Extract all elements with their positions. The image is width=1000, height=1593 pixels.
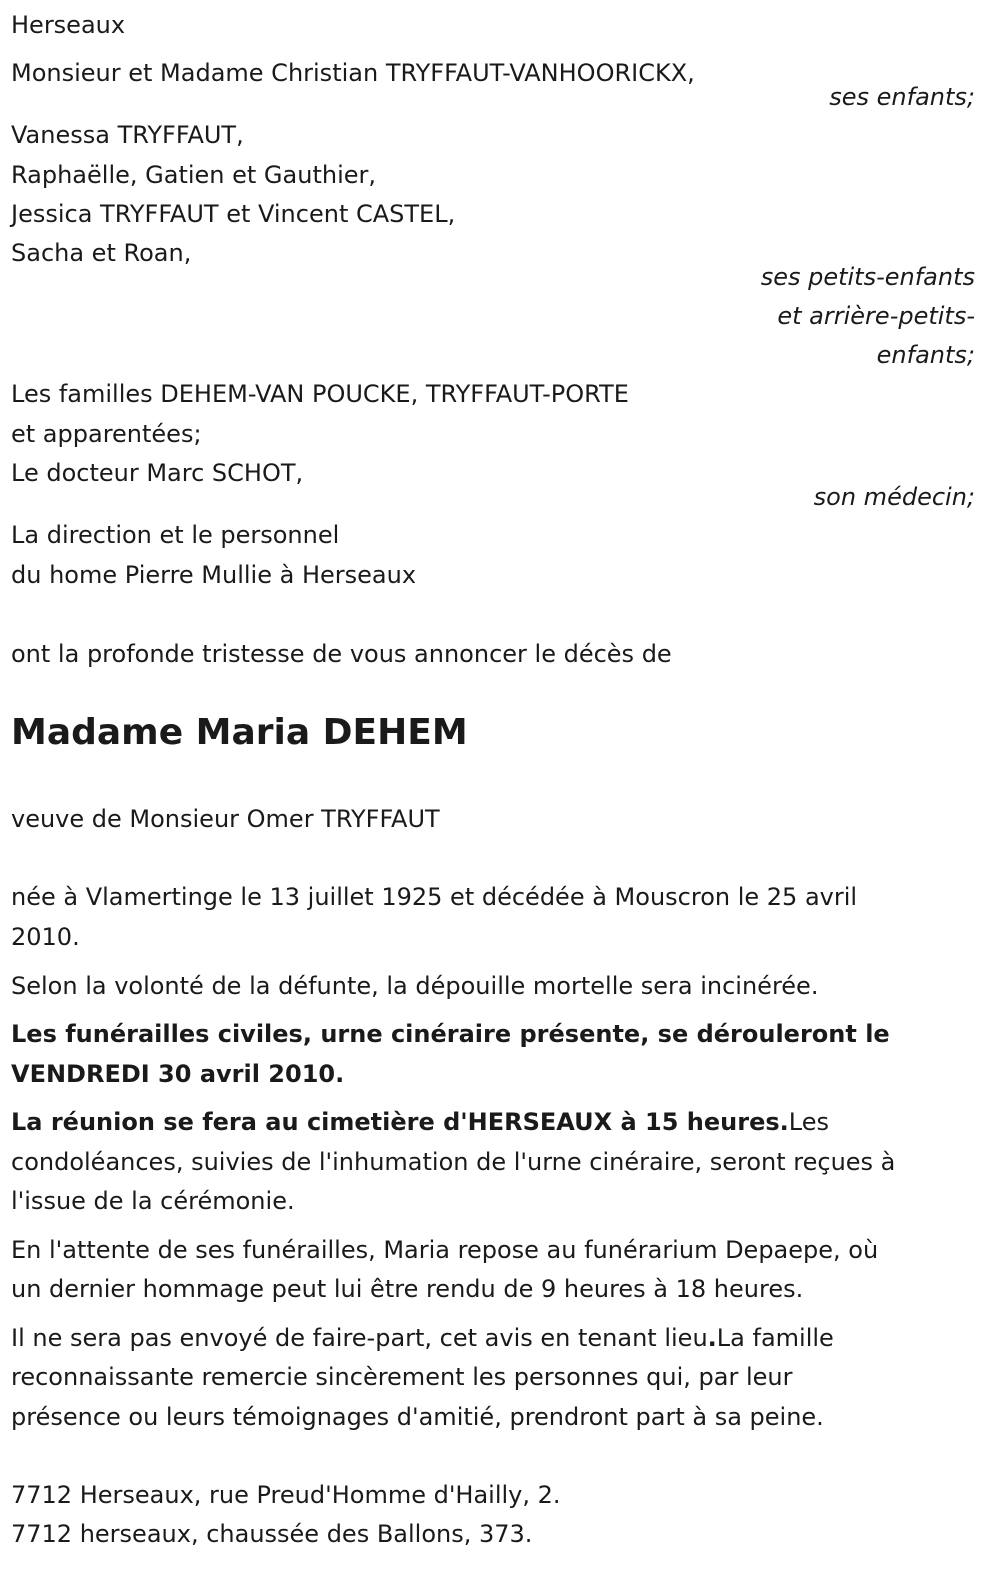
birth-death-line: 2010. — [11, 923, 80, 951]
funerarium-line: un dernier hommage peut lui être rendu de 9 heures à 18 heures. — [11, 1275, 804, 1303]
home-line: La direction et le personnel — [11, 521, 340, 549]
grandchild-line: Sacha et Roan, — [11, 239, 192, 267]
notice-line — [11, 1318, 834, 1358]
children-role: ses enfants; — [829, 83, 975, 111]
thanks-line: présence ou leurs témoignages d'amitié, prendront part à sa peine. — [11, 1403, 824, 1431]
address-line: 7712 Herseaux, rue Preud'Homme d'Hailly, 2. — [11, 1481, 561, 1509]
meeting-bold: La réunion se fera au cimetière d'HERSEAUX à 15 heures. — [11, 1108, 789, 1136]
home-line: du home Pierre Mullie à Herseaux — [11, 561, 417, 589]
address-line: 7712 herseaux, chaussée des Ballons, 373. — [11, 1520, 533, 1548]
grandchild-line: Jessica TRYFFAUT et Vincent CASTEL, — [11, 200, 456, 228]
birth-death-line: née à Vlamertinge le 13 juillet 1925 et décédée à Mouscron le 25 avril — [11, 883, 858, 911]
announcement: ont la profonde tristesse de vous annoncer le décès de — [11, 640, 672, 668]
grandchildren-role: enfants; — [876, 341, 975, 369]
deceased-name: Madame Maria DEHEM — [11, 712, 468, 753]
grandchildren-role: ses petits-enfants — [760, 263, 975, 291]
families-line: Les familles DEHEM-VAN POUCKE, TRYFFAUT-PORTE — [11, 380, 629, 408]
funerarium-line: En l'attente de ses funérailles, Maria repose au funérarium Depaepe, où — [11, 1236, 879, 1264]
funeral-line: Les funérailles civiles, urne cinéraire présente, se dérouleront le — [11, 1020, 890, 1048]
widow-of: veuve de Monsieur Omer TRYFFAUT — [11, 805, 440, 833]
children-line: Monsieur et Madame Christian TRYFFAUT-VANHOORICKX, — [11, 59, 695, 87]
meeting-rest: Les — [788, 1108, 829, 1136]
doctor-role: son médecin; — [813, 483, 975, 511]
header-city: Herseaux — [11, 11, 126, 39]
notice-dot: . — [707, 1324, 717, 1352]
grandchildren-role: et arrière-petits- — [777, 302, 975, 330]
cremation-note: Selon la volonté de la défunte, la dépouille mortelle sera incinérée. — [11, 972, 819, 1000]
condolences-line: l'issue de la cérémonie. — [11, 1187, 295, 1215]
doctor-line: Le docteur Marc SCHOT, — [11, 459, 304, 487]
funeral-line: VENDREDI 30 avril 2010. — [11, 1060, 345, 1088]
grandchild-line: Raphaëlle, Gatien et Gauthier, — [11, 161, 376, 189]
condolences-line: condoléances, suivies de l'inhumation de l'urne cinéraire, seront reçues à — [11, 1148, 896, 1176]
notice-rest: La famille — [716, 1324, 834, 1352]
families-line: et apparentées; — [11, 420, 202, 448]
notice-start: Il ne sera pas envoyé de faire-part, cet avis en tenant lieu — [11, 1324, 708, 1352]
grandchild-line: Vanessa TRYFFAUT, — [11, 121, 244, 149]
meeting-line — [11, 1102, 829, 1142]
thanks-line: reconnaissante remercie sincèrement les personnes qui, par leur — [11, 1363, 793, 1391]
